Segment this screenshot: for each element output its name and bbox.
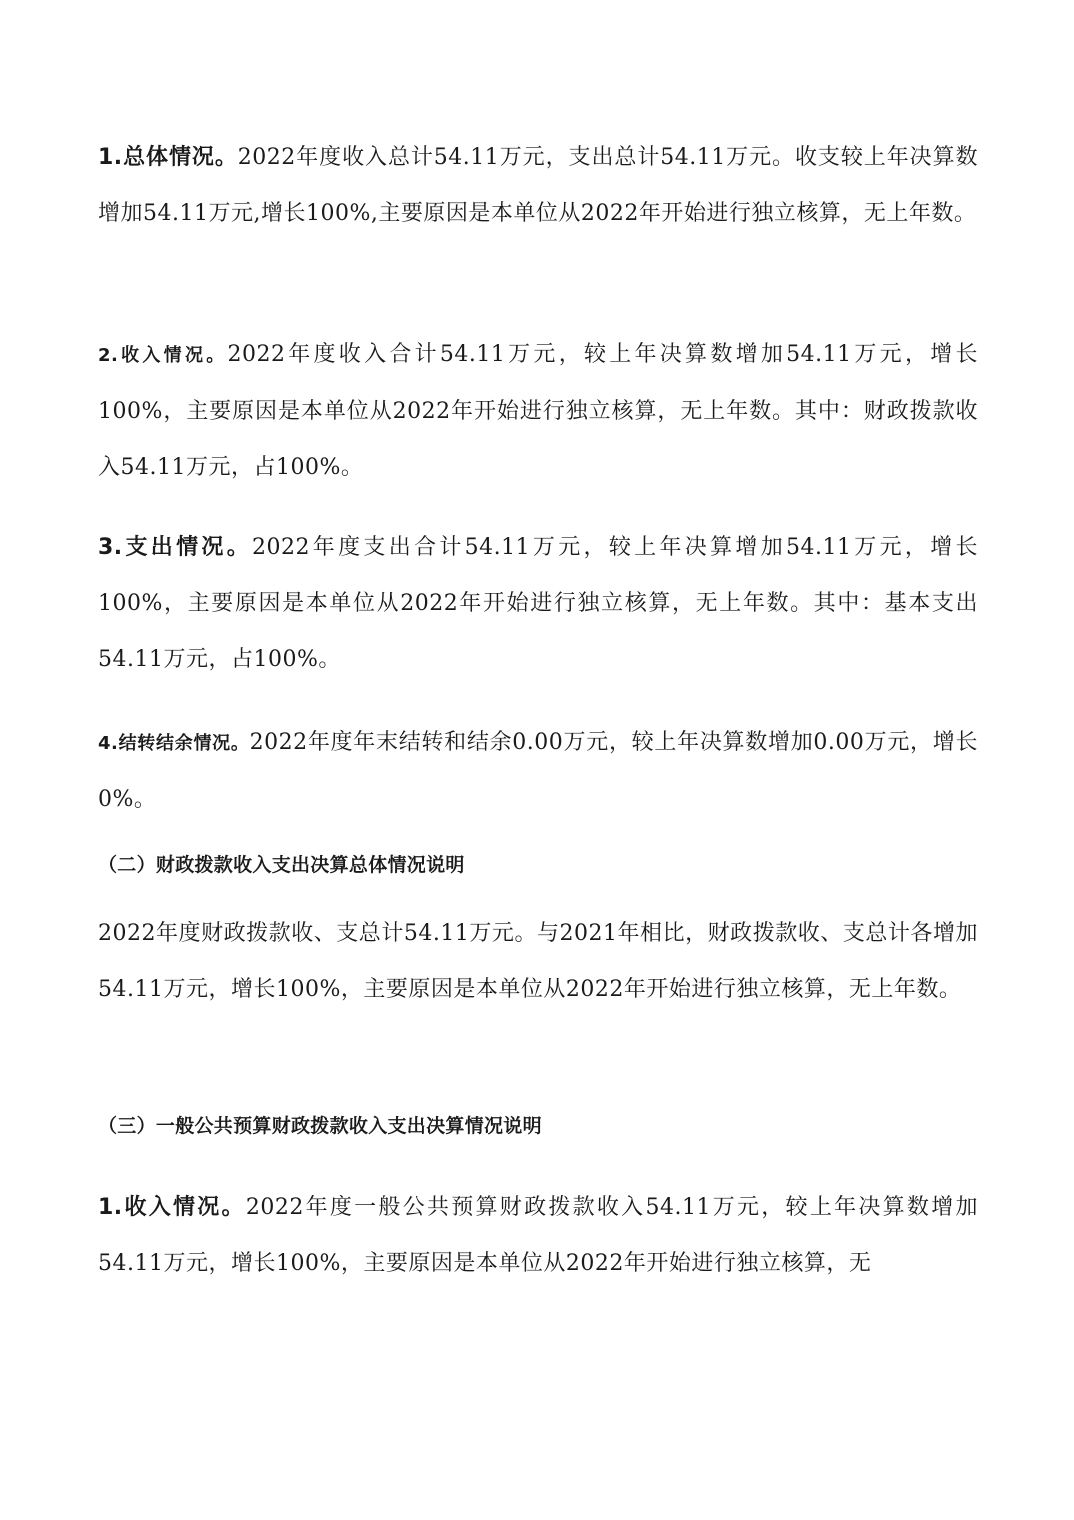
- paragraph-lead: 1.总体情况。: [98, 145, 238, 170]
- paragraph-expenditure: [98, 520, 978, 688]
- paragraph-text: 2022年度年末结转和结余0.00万元，较上年决算数增加0.00万元，增长0%。: [98, 730, 978, 812]
- paragraph-lead: 3.支出情况。: [98, 535, 253, 560]
- paragraph-text: 2022年度收入合计54.11万元，较上年决算数增加54.11万元，增长100%，主要原因是本单位从2022年开始进行独立核算，无上年数。其中：财政拨款收入54.11万元，占100%。: [98, 342, 978, 480]
- paragraph-text: 2022年度支出合计54.11万元，较上年决算增加54.11万元，增长100%，主要原因是本单位从2022年开始进行独立核算，无上年数。其中：基本支出54.11万元，占100%。: [98, 535, 979, 672]
- paragraph-text: 2022年度收入总计54.11万元，支出总计54.11万元。收支较上年决算数增加54.11万元,增长100%,主要原因是本单位从2022年开始进行独立核算，无上年数。: [98, 145, 979, 226]
- paragraph-carryover: [98, 715, 978, 828]
- paragraph-lead: 1.收入情况。: [98, 1195, 246, 1220]
- paragraph-text: 2022年度一般公共预算财政拨款收入54.11万元，较上年决算数增加54.11万元，增长100%，主要原因是本单位从2022年开始进行独立核算，无: [98, 1195, 978, 1276]
- paragraph-fiscal-overall: [98, 906, 978, 1018]
- section-heading-2: （二）财政拨款收入支出决算总体情况说明: [98, 854, 465, 876]
- paragraph-income: [98, 327, 978, 496]
- section-heading-3: （三）一般公共预算财政拨款收入支出决算情况说明: [98, 1115, 542, 1137]
- paragraph-text: 2022年度财政拨款收、支总计54.11万元。与2021年相比，财政拨款收、支总计各增加54.11万元，增长100%，主要原因是本单位从2022年开始进行独立核算，无上年数。: [98, 921, 978, 1002]
- paragraph-lead: 2.收入情况。: [98, 345, 228, 366]
- paragraph-general-budget-income: [98, 1180, 978, 1292]
- paragraph-overall: [98, 130, 978, 242]
- paragraph-lead: 4.结转结余情况。: [98, 733, 250, 754]
